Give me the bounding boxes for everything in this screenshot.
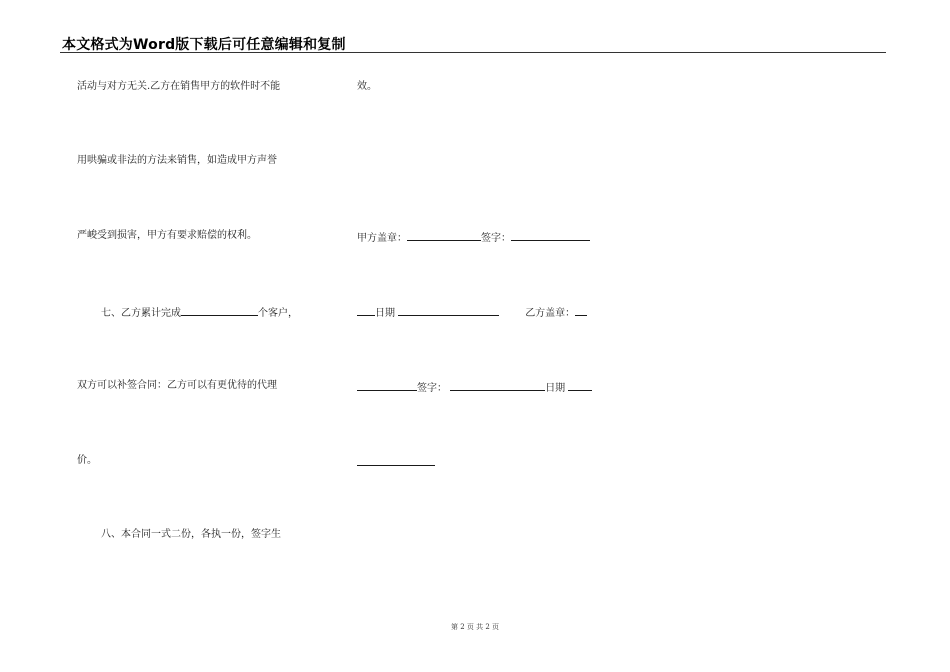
date-prefix-blank [357,305,375,316]
party-b-signature-blank [450,380,545,391]
party-b-seal-blank [357,380,417,391]
page-number-footer: 第 2 页 共 2 页 [450,623,500,631]
clause-eight-line: 八、本合同一式二份，各执一份，签字生 [101,529,281,540]
party-b-date-blank [357,455,435,466]
party-a-signature-blank [511,230,590,241]
body-line-5: 双方可以补签合同：乙方可以有更优待的代理 [77,380,277,391]
party-b-sign-line [357,380,592,395]
clause-seven-suffix: 个客户， [258,308,298,319]
party-a-date-label: 日期 [375,308,395,319]
party-b-date-line [357,455,435,470]
body-line-6: 价。 [77,455,97,466]
customer-count-blank [181,305,258,316]
clause-seven-prefix: 七、乙方累计完成 [101,308,181,319]
header-divider [60,52,886,53]
party-a-date-blank [398,305,499,316]
document-header-title: 本文格式为Word版下载后可任意编辑和复制 [62,37,346,53]
body-line-1: 活动与对方无关.乙方在销售甲方的软件时不能 [77,81,281,92]
party-a-sign-line [357,230,590,245]
body-line-3: 严峻受到损害，甲方有要求赔偿的权利。 [77,230,257,241]
party-b-signature-label: 签字： [417,383,447,394]
party-a-seal-blank [407,230,481,241]
party-b-seal-blank-start [575,305,587,316]
party-b-seal-label: 乙方盖章： [525,308,576,319]
body-line-2: 用哄骗或非法的方法来销售，如造成甲方声誉 [77,155,277,166]
clause-seven-line [101,305,298,320]
party-a-seal-label: 甲方盖章： [357,233,407,244]
party-b-date-label: 日期 [545,383,566,394]
party-a-signature-label: 签字： [481,233,511,244]
body-line-continuation: 效。 [357,81,377,92]
party-a-date-line [357,305,587,320]
party-b-date-blank-start [568,380,592,391]
